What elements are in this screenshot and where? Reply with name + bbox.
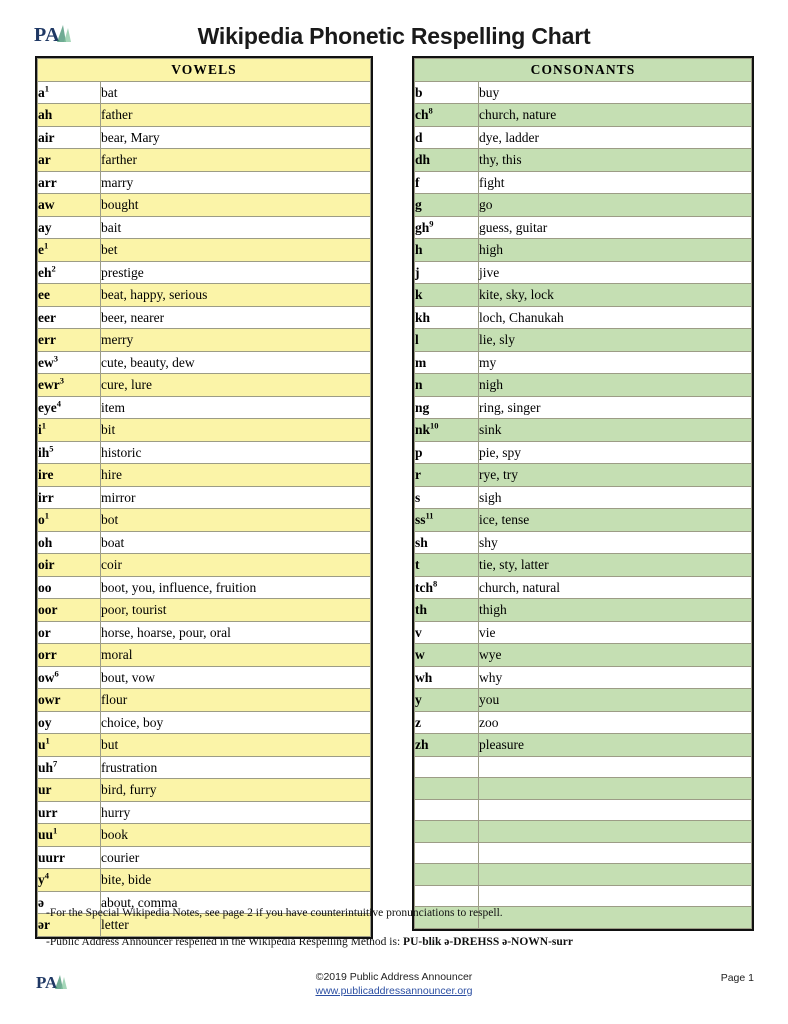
footnote-marker: 1	[44, 510, 49, 521]
table-row	[38, 464, 371, 487]
example-cell: book	[101, 824, 371, 847]
consonants-table	[414, 58, 752, 929]
example-cell: loch, Chanukah	[479, 306, 752, 329]
example-cell: bird, furry	[101, 779, 371, 802]
table-row	[415, 171, 752, 194]
symbol-cell: $e^1$	[38, 239, 101, 262]
footnote-marker: 8	[433, 578, 438, 588]
symbol-cell: $y^4$	[38, 869, 101, 892]
table-row	[38, 216, 371, 239]
table-row	[415, 216, 752, 239]
footer-website-link[interactable]: www.publicaddressannouncer.org	[315, 985, 473, 997]
example-cell: courier	[101, 846, 371, 869]
example-cell	[479, 842, 752, 864]
table-row	[415, 306, 752, 329]
symbol-cell: ə	[38, 891, 101, 914]
symbol-cell: y	[415, 689, 479, 712]
example-cell: poor, tourist	[101, 599, 371, 622]
table-row	[38, 126, 371, 149]
table-row	[38, 306, 371, 329]
table-row	[38, 734, 371, 757]
example-cell: tie, sty, latter	[479, 554, 752, 577]
example-cell: bit	[101, 419, 371, 442]
symbol-cell: ire	[38, 464, 101, 487]
table-row	[415, 239, 752, 262]
table-row	[415, 799, 752, 821]
example-cell: bout, vow	[101, 666, 371, 689]
table-row	[415, 104, 752, 127]
example-cell: sigh	[479, 486, 752, 509]
symbol-cell: r	[415, 464, 479, 487]
symbol-cell: v	[415, 621, 479, 644]
symbol-cell: $ih^5$	[38, 441, 101, 464]
footer-page-number: Page 1	[720, 972, 754, 984]
example-cell: bat	[101, 81, 371, 104]
example-cell	[479, 778, 752, 800]
symbol-cell: $u^1$	[38, 734, 101, 757]
example-cell: bite, bide	[101, 869, 371, 892]
footnote-marker: 8	[428, 105, 433, 116]
table-row	[38, 711, 371, 734]
table-row	[415, 621, 752, 644]
svg-text:A: A	[45, 973, 58, 992]
symbol-cell	[415, 821, 479, 843]
table-row	[38, 419, 371, 442]
symbol-cell: ar	[38, 149, 101, 172]
footer-copyright: ©2019 Public Address Announcer	[315, 971, 473, 983]
example-cell: father	[101, 104, 371, 127]
example-cell: letter	[101, 914, 371, 937]
table-row	[38, 509, 371, 532]
example-cell: sink	[479, 419, 752, 442]
table-row	[415, 81, 752, 104]
table-row	[415, 842, 752, 864]
symbol-cell: dh	[415, 149, 479, 172]
consonants-table-frame	[412, 56, 754, 931]
table-row	[415, 149, 752, 172]
example-cell: bot	[101, 509, 371, 532]
table-row	[38, 801, 371, 824]
table-row	[38, 351, 371, 374]
symbol-cell: ewr$^3$	[38, 374, 101, 397]
symbol-cell: irr	[38, 486, 101, 509]
symbol-cell: w	[415, 644, 479, 667]
symbol-cell: oy	[38, 711, 101, 734]
symbol-cell: aw	[38, 194, 101, 217]
vowels-table	[37, 58, 371, 937]
symbol-cell	[415, 885, 479, 907]
example-cell: item	[101, 396, 371, 419]
example-cell: church, nature	[479, 104, 752, 127]
table-row	[38, 824, 371, 847]
table-row	[38, 666, 371, 689]
example-cell: moral	[101, 644, 371, 667]
symbol-cell: d	[415, 126, 479, 149]
example-cell: go	[479, 194, 752, 217]
symbol-cell: urr	[38, 801, 101, 824]
example-cell: dye, ladder	[479, 126, 752, 149]
footnote-marker: 3	[53, 353, 58, 363]
table-row	[415, 885, 752, 907]
example-cell: coir	[101, 554, 371, 577]
symbol-cell: j	[415, 261, 479, 284]
example-cell: beat, happy, serious	[101, 284, 371, 307]
vowels-header-row	[38, 59, 371, 82]
symbol-cell: h	[415, 239, 479, 262]
example-cell: mirror	[101, 486, 371, 509]
example-cell: boat	[101, 531, 371, 554]
table-row	[415, 396, 752, 419]
table-row	[38, 81, 371, 104]
vowels-table-frame	[35, 56, 373, 939]
example-cell: wye	[479, 644, 752, 667]
symbol-cell: $o^1$	[38, 509, 101, 532]
symbol-cell: $a^1$	[38, 81, 101, 104]
table-row	[38, 869, 371, 892]
table-row	[415, 126, 752, 149]
footnote-marker: 1	[41, 420, 47, 431]
symbol-cell: oir	[38, 554, 101, 577]
symbol-cell	[415, 864, 479, 886]
footnote-marker: 1	[45, 735, 50, 746]
table-row	[415, 576, 752, 599]
symbol-cell: l	[415, 329, 479, 352]
svg-text:P: P	[36, 973, 47, 992]
symbol-cell: g	[415, 194, 479, 217]
table-row	[38, 554, 371, 577]
symbol-cell: t	[415, 554, 479, 577]
example-cell	[479, 756, 752, 778]
table-row	[415, 464, 752, 487]
table-row	[415, 441, 752, 464]
table-row	[38, 261, 371, 284]
example-cell: lie, sly	[479, 329, 752, 352]
footnote-marker: 4	[44, 870, 49, 881]
symbol-cell: oo	[38, 576, 101, 599]
symbol-cell: n	[415, 374, 479, 397]
symbol-cell: $ss^{11}$	[415, 509, 479, 532]
table-row	[38, 576, 371, 599]
example-cell: farther	[101, 149, 371, 172]
symbol-cell: uurr	[38, 846, 101, 869]
example-cell: bet	[101, 239, 371, 262]
symbol-cell: owr	[38, 689, 101, 712]
table-row	[415, 864, 752, 886]
example-cell: marry	[101, 171, 371, 194]
example-cell: bait	[101, 216, 371, 239]
example-cell: nigh	[479, 374, 752, 397]
example-cell	[479, 864, 752, 886]
footer-center-block	[0, 970, 788, 998]
table-row	[38, 329, 371, 352]
symbol-cell: $ew^3$	[38, 351, 101, 374]
table-row	[38, 486, 371, 509]
example-cell: historic	[101, 441, 371, 464]
example-cell	[479, 821, 752, 843]
symbol-cell: oh	[38, 531, 101, 554]
example-cell	[479, 885, 752, 907]
table-row	[415, 194, 752, 217]
symbol-cell: air	[38, 126, 101, 149]
symbol-cell: eye$^4$	[38, 396, 101, 419]
symbol-cell	[415, 799, 479, 821]
example-cell: frustration	[101, 756, 371, 779]
symbol-cell: or	[38, 621, 101, 644]
example-cell: bear, Mary	[101, 126, 371, 149]
page-footer	[0, 962, 788, 1024]
table-row	[415, 284, 752, 307]
example-cell: shy	[479, 531, 752, 554]
table-row	[38, 756, 371, 779]
table-row	[415, 351, 752, 374]
example-cell: guess, guitar	[479, 216, 752, 239]
symbol-cell: f	[415, 171, 479, 194]
example-cell: my	[479, 351, 752, 374]
example-cell: pie, spy	[479, 441, 752, 464]
example-cell: thigh	[479, 599, 752, 622]
example-cell: bought	[101, 194, 371, 217]
footnote-marker: 10	[430, 420, 439, 431]
example-cell: you	[479, 689, 752, 712]
symbol-cell: s	[415, 486, 479, 509]
symbol-cell: wh	[415, 666, 479, 689]
vowels-heading: VOWELS	[38, 59, 371, 82]
example-cell: choice, boy	[101, 711, 371, 734]
footnote-marker: 7	[53, 758, 58, 768]
svg-text:P: P	[34, 24, 47, 46]
table-row	[38, 441, 371, 464]
table-row	[415, 419, 752, 442]
consonants-body	[415, 81, 752, 928]
svg-text:A: A	[45, 24, 60, 46]
symbol-cell: $eh^2$	[38, 261, 101, 284]
note-example-respelling-value: PU-blik ə-DREHSS ə-NOWN-surr	[403, 936, 573, 948]
table-row	[415, 778, 752, 800]
symbol-cell: $uu^1$	[38, 824, 101, 847]
footnote-marker: 2	[51, 263, 56, 273]
example-cell: church, natural	[479, 576, 752, 599]
table-row	[415, 734, 752, 757]
table-row	[415, 509, 752, 532]
table-row	[415, 689, 752, 712]
table-row	[415, 599, 752, 622]
example-cell: merry	[101, 329, 371, 352]
table-row	[38, 599, 371, 622]
table-row	[38, 374, 371, 397]
table-row	[415, 666, 752, 689]
example-cell: high	[479, 239, 752, 262]
footnote-marker: 6	[54, 668, 59, 678]
symbol-cell: arr	[38, 171, 101, 194]
symbol-cell: err	[38, 329, 101, 352]
example-cell: prestige	[101, 261, 371, 284]
example-cell: buy	[479, 81, 752, 104]
symbol-cell: kh	[415, 306, 479, 329]
footnote-marker: 1	[53, 825, 58, 836]
table-row	[38, 846, 371, 869]
table-row	[415, 531, 752, 554]
example-cell: but	[101, 734, 371, 757]
symbol-cell: orr	[38, 644, 101, 667]
example-cell: cure, lure	[101, 374, 371, 397]
symbol-cell	[415, 756, 479, 778]
symbol-cell: zh	[415, 734, 479, 757]
symbol-cell: $ch^8$	[415, 104, 479, 127]
table-row	[38, 396, 371, 419]
example-cell: ice, tense	[479, 509, 752, 532]
table-row	[38, 779, 371, 802]
table-row	[38, 531, 371, 554]
table-row	[38, 171, 371, 194]
note-special-wikipedia: -For the Special Wikipedia Notes, see page 2 if you have counterintuitive pronunciations to respell.	[46, 907, 503, 919]
symbol-cell: ng	[415, 396, 479, 419]
example-cell: beer, nearer	[101, 306, 371, 329]
consonants-header-row	[415, 59, 752, 82]
table-row	[415, 644, 752, 667]
symbol-cell	[415, 778, 479, 800]
symbol-cell: oor	[38, 599, 101, 622]
symbol-cell: $uh^7$	[38, 756, 101, 779]
symbol-cell: $ow^6$	[38, 666, 101, 689]
example-cell	[479, 799, 752, 821]
example-cell: flour	[101, 689, 371, 712]
symbol-cell: ah	[38, 104, 101, 127]
symbol-cell: eer	[38, 306, 101, 329]
note-example-respelling	[46, 935, 746, 949]
table-row	[415, 554, 752, 577]
example-cell: pleasure	[479, 734, 752, 757]
symbol-cell: sh	[415, 531, 479, 554]
example-cell: jive	[479, 261, 752, 284]
example-cell: rye, try	[479, 464, 752, 487]
example-cell: thy, this	[479, 149, 752, 172]
symbol-cell: th	[415, 599, 479, 622]
symbol-cell: ay	[38, 216, 101, 239]
table-row	[38, 621, 371, 644]
symbol-cell: $gh^9$	[415, 216, 479, 239]
example-cell: horse, hoarse, pour, oral	[101, 621, 371, 644]
symbol-cell	[415, 842, 479, 864]
consonants-heading: CONSONANTS	[415, 59, 752, 82]
table-row	[415, 821, 752, 843]
page-header	[0, 0, 788, 52]
symbol-cell: b	[415, 81, 479, 104]
example-cell: kite, sky, lock	[479, 284, 752, 307]
footnote-marker: 3	[59, 375, 64, 386]
table-row	[415, 329, 752, 352]
example-cell: hire	[101, 464, 371, 487]
table-row	[38, 194, 371, 217]
table-row	[415, 756, 752, 778]
table-row	[415, 486, 752, 509]
example-cell: boot, you, influence, fruition	[101, 576, 371, 599]
symbol-cell: $i^1$	[38, 419, 101, 442]
example-cell: why	[479, 666, 752, 689]
table-row	[38, 284, 371, 307]
table-row	[38, 644, 371, 667]
symbol-cell: ər	[38, 914, 101, 937]
example-cell: hurry	[101, 801, 371, 824]
footnote-marker: 4	[56, 398, 61, 408]
symbol-cell: ur	[38, 779, 101, 802]
symbol-cell: ee	[38, 284, 101, 307]
example-cell: cute, beauty, dew	[101, 351, 371, 374]
table-row	[415, 711, 752, 734]
notes-section	[46, 906, 746, 964]
table-row	[38, 689, 371, 712]
table-row	[38, 239, 371, 262]
footnote-marker: 9	[429, 218, 434, 228]
footnote-marker: 11	[425, 510, 434, 521]
table-row	[415, 261, 752, 284]
example-cell: ring, singer	[479, 396, 752, 419]
example-cell: vie	[479, 621, 752, 644]
symbol-cell: p	[415, 441, 479, 464]
example-cell: about, comma	[101, 891, 371, 914]
example-cell: zoo	[479, 711, 752, 734]
table-row	[415, 374, 752, 397]
symbol-cell: z	[415, 711, 479, 734]
example-cell: fight	[479, 171, 752, 194]
footnote-marker: 5	[49, 443, 54, 453]
table-row	[38, 149, 371, 172]
footnote-marker: 1	[44, 83, 49, 93]
table-row	[38, 104, 371, 127]
page-title: Wikipedia Phonetic Respelling Chart	[197, 23, 591, 49]
symbol-cell: k	[415, 284, 479, 307]
symbol-cell: m	[415, 351, 479, 374]
vowels-body	[38, 81, 371, 936]
symbol-cell: $nk^{10}$	[415, 419, 479, 442]
note-example-prefix: -Public Address Announcer respelled in the Wikipedia Respelling Method is:	[46, 936, 404, 948]
footnote-marker: 1	[44, 240, 49, 251]
symbol-cell: tch$^8$	[415, 576, 479, 599]
